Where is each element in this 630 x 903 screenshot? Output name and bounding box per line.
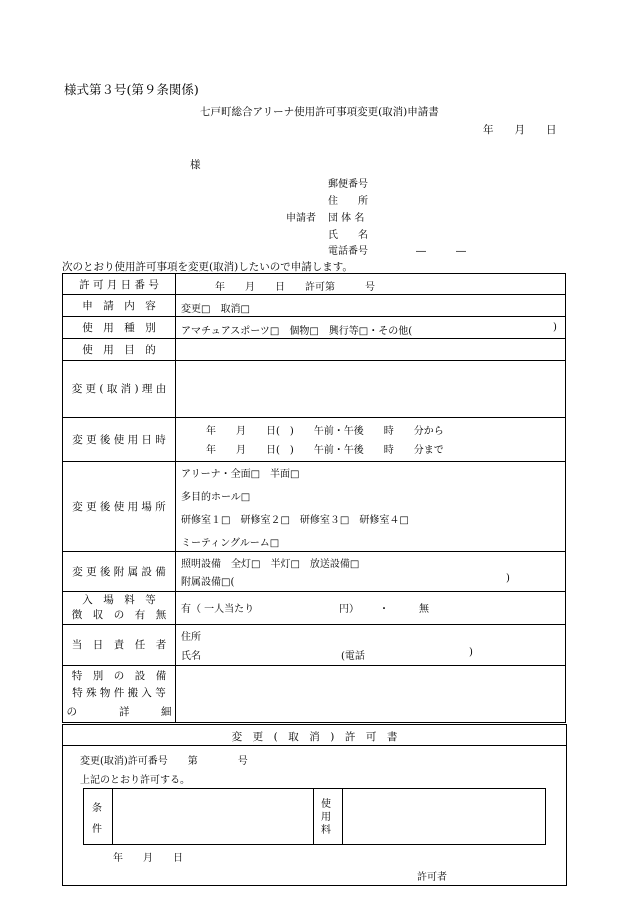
usage-type-label: 使 用 種 別 — [82, 321, 156, 334]
special-label-line1: 特 別 の 設 備 — [71, 670, 167, 682]
applicant-address-label: 住 所 — [328, 196, 368, 207]
fee-label-char2: 用 — [321, 812, 331, 823]
datetime-from[interactable]: 年 月 日( ) 午前・午後 時 分から — [206, 426, 444, 437]
permit-statement: 上記のとおり許可する。 — [80, 775, 190, 786]
equipment-close: ) — [506, 573, 510, 584]
fee-no-option[interactable]: 無 — [419, 604, 429, 615]
fee-label-char3: 料 — [321, 825, 331, 836]
fee-separator: ・ — [379, 604, 389, 615]
permitter-label: 許可者 — [417, 872, 447, 883]
submission-date: 年 月 日 — [483, 124, 557, 136]
document-title: 七戸町総合アリーナ使用許可事項変更(取消)申請書 — [200, 106, 439, 118]
special-label-line3: の 詳 細 — [66, 705, 172, 718]
permit-title-divider — [63, 745, 566, 746]
equipment-other[interactable]: 附属設備□( — [181, 577, 235, 588]
responsible-address[interactable]: 住所 — [181, 632, 201, 643]
purpose-field[interactable] — [181, 338, 561, 360]
intro-text: 次のとおり使用許可事項を変更(取消)したいので申請します。 — [62, 261, 353, 273]
datetime-label: 変 更 後 使 用 日 時 — [72, 433, 166, 446]
content-checkboxes[interactable]: 変更□ 取消□ — [181, 304, 250, 315]
permit-date[interactable]: 年 月 日 — [113, 853, 183, 864]
responsible-name[interactable]: 氏名 — [181, 651, 201, 662]
applicant-org-label: 団 体 名 — [328, 213, 365, 224]
place-option-meeting[interactable]: ミーティングルーム□ — [181, 538, 280, 549]
equipment-label: 変 更 後 附 属 設 備 — [72, 565, 166, 578]
conditions-box — [83, 788, 546, 845]
condition-label-char2: 件 — [92, 824, 102, 835]
content-label: 申 請 内 容 — [82, 299, 156, 312]
special-label-line2: 特 殊 物 件 搬 入 等 — [72, 687, 166, 699]
fee-yen-unit: 円） — [339, 604, 359, 615]
conditions-divider — [112, 789, 113, 844]
conditions-field[interactable] — [114, 791, 311, 842]
fee-label-char1: 使 — [321, 799, 331, 810]
place-option-arena[interactable]: アリーナ・全面□ 半面□ — [181, 469, 300, 480]
fee-label-line2: 徴 収 の 有 無 — [71, 609, 167, 621]
addressee-suffix: 様 — [190, 159, 201, 171]
responsible-phone[interactable]: (電話 — [341, 651, 365, 662]
permit-date-field[interactable]: 年 月 日 許可第 号 — [215, 282, 375, 293]
place-label: 変 更 後 使 用 場 所 — [72, 500, 166, 513]
reason-label: 変 更 ( 取 消 ) 理 由 — [71, 383, 167, 395]
fee-divider-right — [342, 789, 343, 844]
special-details-field[interactable] — [181, 665, 561, 723]
usage-type-close: ) — [553, 322, 557, 333]
permit-number[interactable]: 変更(取消)許可番号 第 号 — [80, 756, 248, 767]
equipment-lighting[interactable]: 照明設備 全灯□ 半灯□ 放送設備□ — [181, 559, 360, 570]
fee-yes-option[interactable]: 有（ 一人当たり — [181, 604, 255, 615]
place-option-training[interactable]: 研修室１□ 研修室２□ 研修室３□ 研修室４□ — [181, 515, 409, 526]
applicant-name-label: 氏 名 — [328, 230, 368, 241]
fee-label-line1: 入 場 料 等 — [82, 594, 156, 606]
responsible-label: 当 日 責 任 者 — [71, 639, 167, 651]
fee-field[interactable] — [344, 791, 543, 842]
application-table — [62, 273, 566, 723]
applicant-phone-blank: ― ― — [416, 246, 466, 257]
condition-label-char1: 条 — [92, 803, 102, 814]
permit-date-label: 許 可 月 日 番 号 — [79, 278, 159, 291]
reason-field[interactable] — [181, 360, 561, 417]
form-number: 様式第３号(第９条関係) — [64, 82, 199, 97]
applicant-phone-label: 電話番号 — [328, 246, 368, 257]
usage-type-checkboxes[interactable]: アマチュアスポーツ□ 個物□ 興行等□・その他( — [181, 326, 413, 337]
applicant-label: 申請者 — [286, 213, 316, 224]
fee-divider — [313, 789, 314, 844]
datetime-to[interactable]: 年 月 日( ) 午前・午後 時 分まで — [206, 445, 444, 456]
permit-section — [62, 724, 567, 886]
column-divider — [175, 274, 176, 723]
applicant-postal-label: 郵便番号 — [328, 179, 368, 190]
place-option-hall[interactable]: 多目的ホール□ — [181, 492, 251, 503]
permit-title: 変 更 ( 取 消 ) 許 可 書 — [231, 731, 398, 743]
responsible-phone-close: ) — [469, 647, 473, 658]
purpose-label: 使 用 目 的 — [82, 343, 156, 356]
